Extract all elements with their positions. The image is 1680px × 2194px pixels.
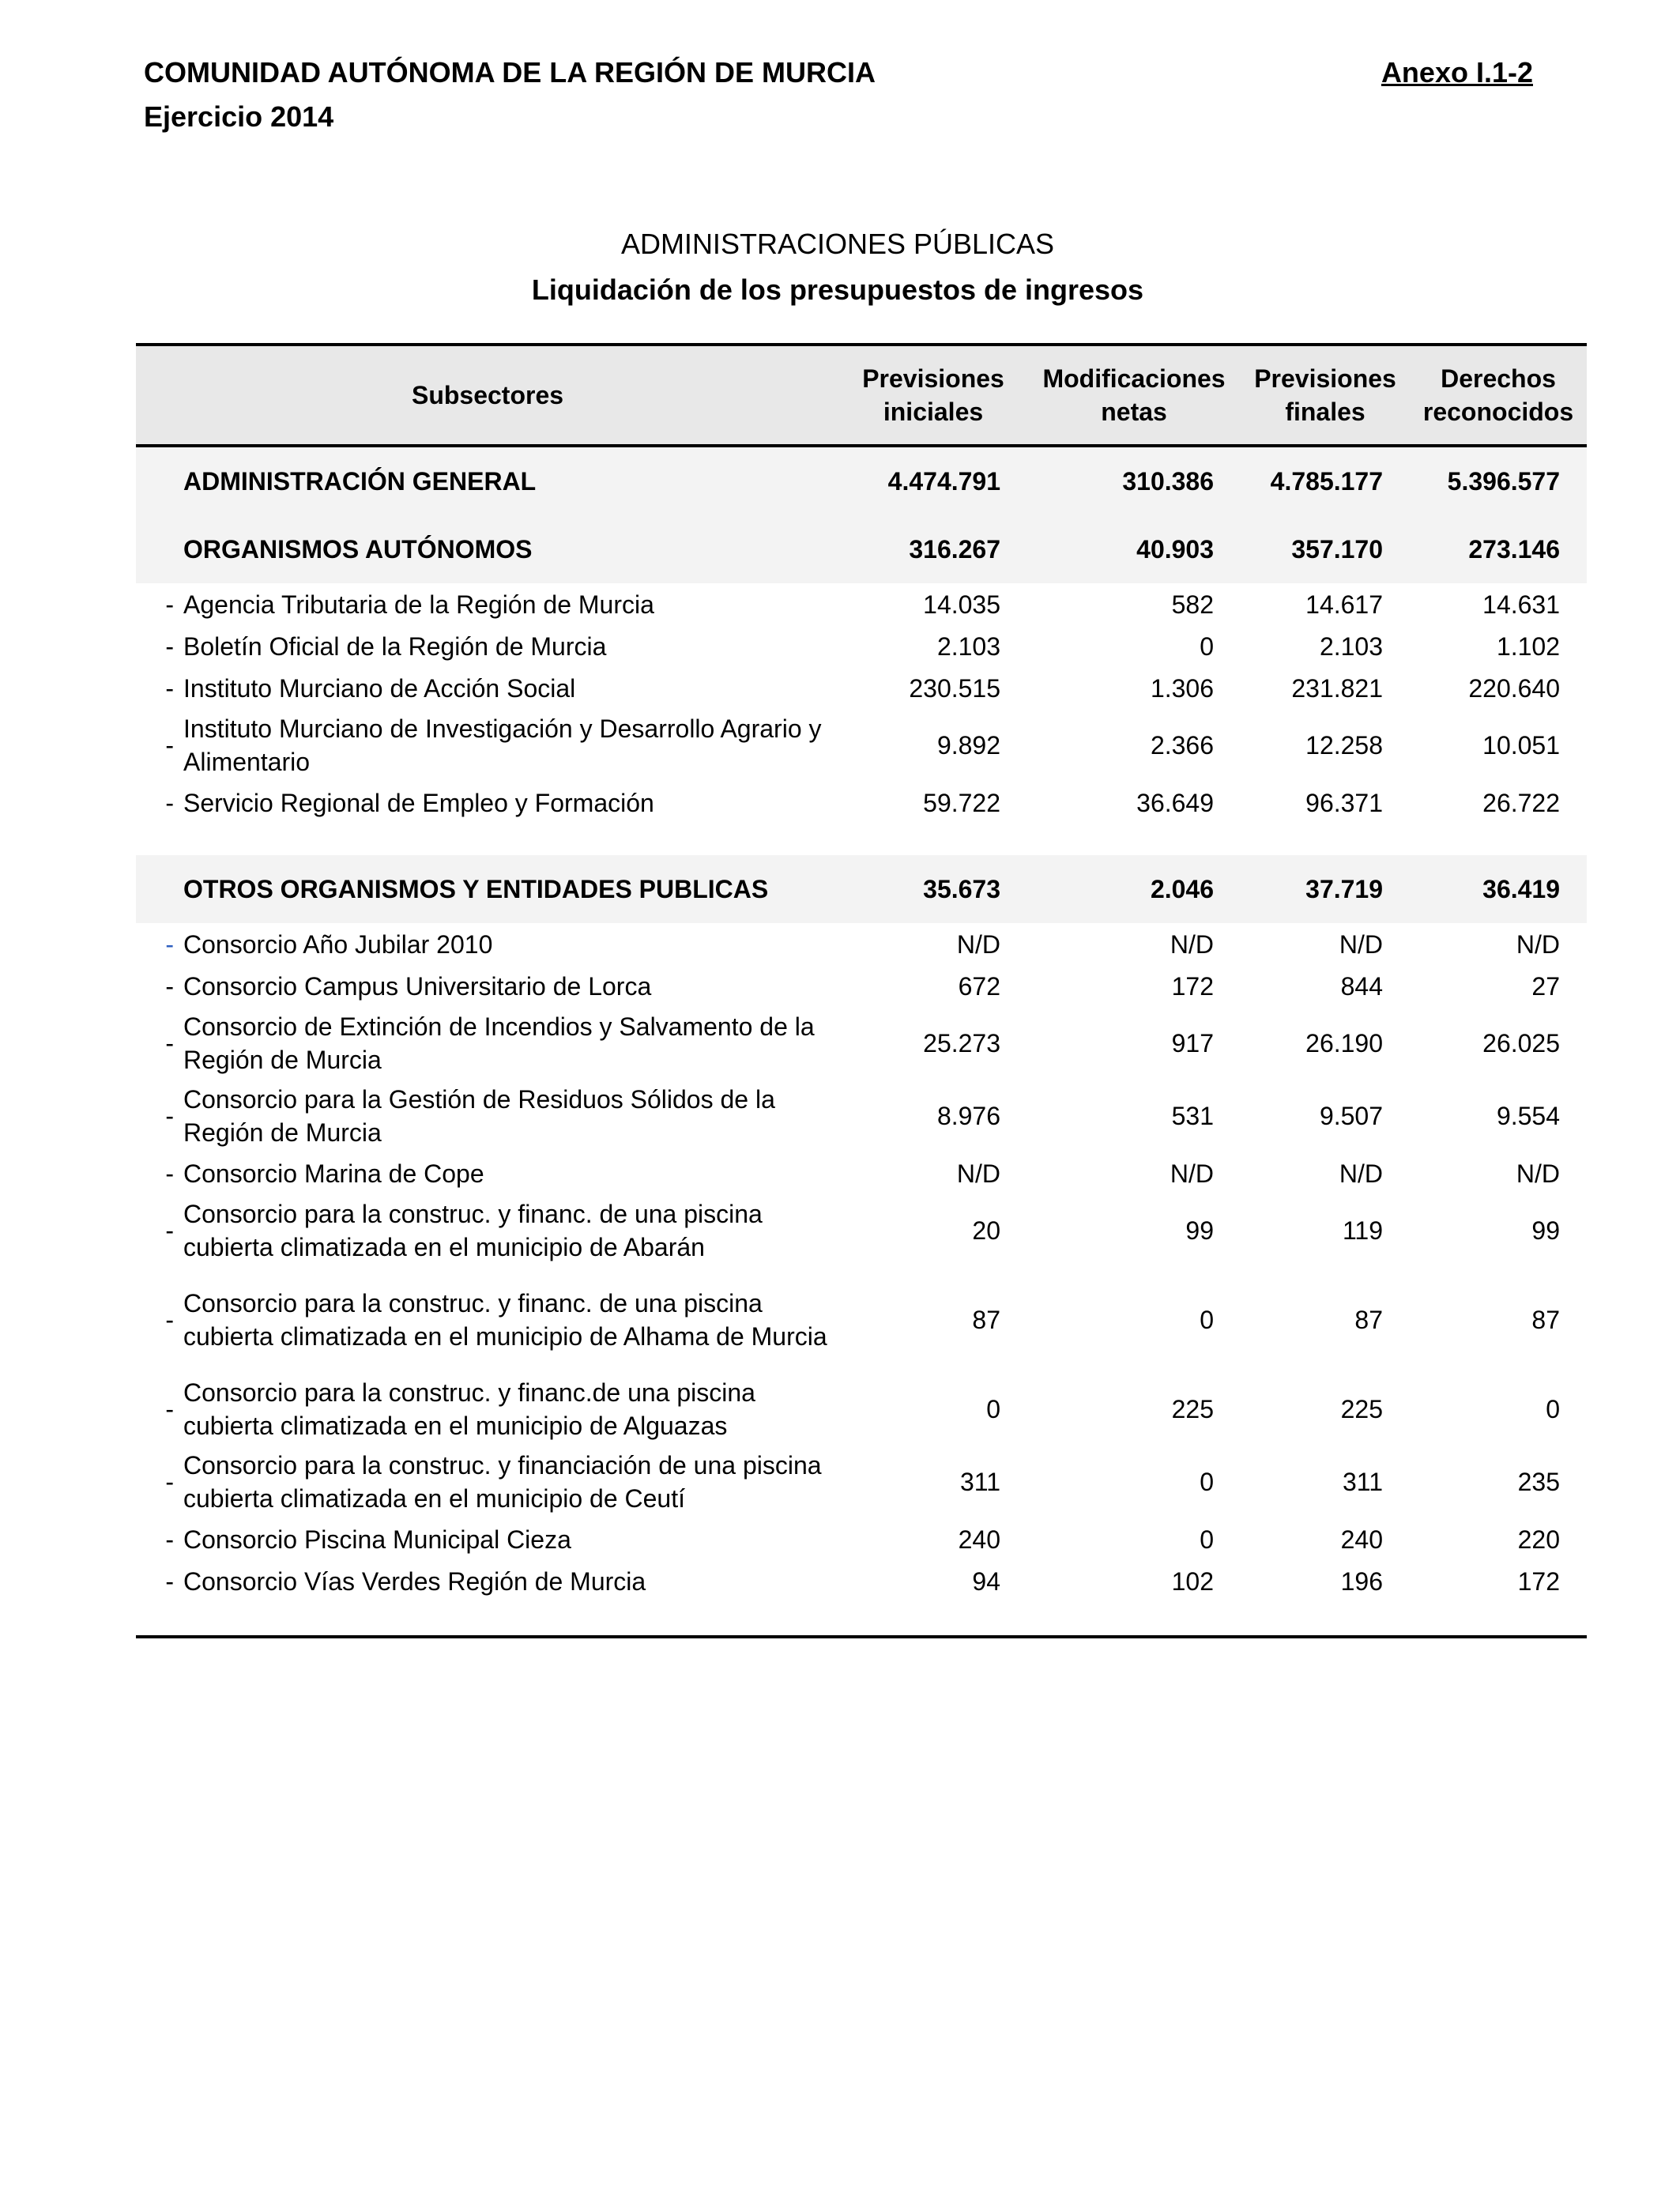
table-header-row (136, 345, 1587, 446)
bullet-dash: - (165, 731, 174, 760)
value-cell: N/D (1339, 929, 1384, 959)
value-cell: 119 (1343, 1216, 1384, 1245)
value-cell: 0 (986, 1395, 1001, 1423)
entity-name: Consorcio de Extinción de Incendios y Salvamento de la Región de Murcia (183, 1012, 815, 1074)
table-row (136, 1007, 1587, 1080)
value-cell: 9.554 (1496, 1102, 1561, 1130)
bullet-dash: - (165, 1159, 174, 1188)
entity-name: Consorcio para la construc. y financ. de una piscina cubierta climatizada en el municipio de Abarán (183, 1200, 763, 1261)
value-cell: 172 (1171, 971, 1215, 1001)
value-cell: 240 (958, 1525, 1001, 1554)
budget-table (136, 343, 1587, 1638)
table-row (136, 1080, 1587, 1152)
table-row (136, 625, 1587, 667)
value-cell: 87 (1354, 1306, 1384, 1334)
col-header-subsectores: Subsectores (136, 345, 839, 446)
table-row (136, 1518, 1587, 1560)
value-cell: 9.507 (1319, 1102, 1384, 1130)
value-cell: 0 (1200, 631, 1215, 661)
value-cell: 5.396.577 (1410, 446, 1587, 515)
value-cell: 316.267 (839, 515, 1027, 583)
value-cell: 1.102 (1496, 631, 1561, 661)
value-cell: 99 (1531, 1216, 1561, 1245)
section-row-admin-general (136, 446, 1587, 515)
value-cell: 235 (1517, 1468, 1561, 1496)
table-row (136, 667, 1587, 709)
col-header-derechos-reconocidos: Derechos reconocidos (1410, 345, 1587, 446)
value-cell: 102 (1171, 1566, 1215, 1596)
bullet-dash: - (165, 1395, 174, 1423)
bullet-dash: - (165, 631, 174, 661)
bullet-dash: - (165, 1525, 174, 1554)
table-row (136, 923, 1587, 965)
table-row (136, 1267, 1587, 1373)
value-cell: 2.046 (1027, 855, 1241, 923)
section-row-organismos (136, 515, 1587, 583)
value-cell: 94 (972, 1566, 1001, 1596)
value-cell: 87 (972, 1306, 1001, 1334)
value-cell: 196 (1340, 1566, 1384, 1596)
value-cell: N/D (1339, 1159, 1384, 1188)
table-row (136, 965, 1587, 1007)
entity-name: Consorcio Campus Universitario de Lorca (183, 971, 652, 1001)
value-cell: N/D (1170, 1159, 1215, 1188)
value-cell: 20 (972, 1216, 1001, 1245)
entity-name: Consorcio para la construc. y financiación de una piscina cubierta climatizada en el municipio de Ceutí (183, 1451, 822, 1513)
bullet-dash: - (165, 1102, 174, 1130)
value-cell: 357.170 (1241, 515, 1410, 583)
entity-name: Instituto Murciano de Acción Social (183, 673, 576, 703)
value-cell: 14.035 (923, 590, 1001, 619)
bullet-dash: - (165, 1029, 174, 1057)
value-cell: 0 (1546, 1395, 1561, 1423)
bullet-dash: - (165, 1216, 174, 1245)
table-row (136, 1373, 1587, 1446)
value-cell: N/D (1516, 1159, 1561, 1188)
value-cell: 40.903 (1027, 515, 1241, 583)
entity-name: Consorcio Vías Verdes Región de Murcia (183, 1566, 646, 1596)
value-cell: 2.366 (1150, 731, 1215, 760)
value-cell: 582 (1171, 590, 1215, 619)
entity-name: Instituto Murciano de Investigación y Desarrollo Agrario y Alimentario (183, 714, 822, 776)
value-cell: 310.386 (1027, 446, 1241, 515)
value-cell: 14.617 (1305, 590, 1384, 619)
bullet-dash: - (165, 788, 174, 817)
header-left (144, 51, 876, 139)
value-cell: 26.722 (1482, 788, 1561, 817)
fiscal-year: Ejercicio 2014 (144, 100, 334, 133)
section-row-otros (136, 855, 1587, 923)
bullet-dash: - (165, 1306, 174, 1334)
value-cell: N/D (1170, 929, 1215, 959)
value-cell: 87 (1531, 1306, 1561, 1334)
value-cell: 35.673 (839, 855, 1027, 923)
value-cell: 220 (1517, 1525, 1561, 1554)
value-cell: 225 (1340, 1395, 1384, 1423)
value-cell: 172 (1517, 1566, 1561, 1596)
bullet-dash: - (165, 1566, 174, 1596)
value-cell: N/D (956, 929, 1001, 959)
entity-name: Agencia Tributaria de la Región de Murcia (183, 590, 654, 619)
value-cell: 0 (1200, 1468, 1215, 1496)
entity-name: Consorcio para la Gestión de Residuos Sólidos de la Región de Murcia (183, 1085, 775, 1147)
value-cell: 36.649 (1136, 788, 1215, 817)
spacer-row (136, 824, 1587, 855)
entity-name: Boletín Oficial de la Región de Murcia (183, 631, 607, 661)
value-cell: 4.785.177 (1241, 446, 1410, 515)
annex-label: Anexo I.1-2 (1381, 56, 1533, 89)
value-cell: N/D (956, 1159, 1001, 1188)
value-cell: 230.515 (909, 673, 1001, 703)
value-cell: 844 (1340, 971, 1384, 1001)
table-row (136, 782, 1587, 824)
value-cell: 4.474.791 (839, 446, 1027, 515)
value-cell: 240 (1340, 1525, 1384, 1554)
value-cell: 2.103 (1319, 631, 1384, 661)
table-row (136, 1446, 1587, 1518)
value-cell: 0 (1200, 1525, 1215, 1554)
value-cell: 26.025 (1482, 1029, 1561, 1057)
value-cell: 59.722 (923, 788, 1001, 817)
value-cell: 311 (1343, 1468, 1384, 1496)
value-cell: 12.258 (1305, 731, 1384, 760)
value-cell: 96.371 (1305, 788, 1384, 817)
value-cell: 26.190 (1305, 1029, 1384, 1057)
value-cell: 917 (1171, 1029, 1215, 1057)
document-title (136, 221, 1539, 313)
value-cell: 8.976 (936, 1102, 1001, 1130)
entity-name: Consorcio Año Jubilar 2010 (183, 929, 493, 959)
value-cell: 37.719 (1241, 855, 1410, 923)
value-cell: 9.892 (936, 731, 1001, 760)
entity-name: Consorcio Piscina Municipal Cieza (183, 1525, 571, 1554)
table-row (136, 1194, 1587, 1267)
value-cell: 99 (1185, 1216, 1215, 1245)
table-row (136, 709, 1587, 782)
value-cell: 225 (1171, 1395, 1215, 1423)
title-line-2: Liquidación de los presupuestos de ingresos (531, 273, 1144, 306)
entity-name: Consorcio para la construc. y financ.de una piscina cubierta climatizada en el municipio de Alguazas (183, 1378, 755, 1440)
section-label: ORGANISMOS AUTÓNOMOS (136, 515, 839, 583)
col-header-modificaciones-netas: Modificaciones netas (1027, 345, 1241, 446)
value-cell: 531 (1171, 1102, 1215, 1130)
value-cell: 0 (1200, 1306, 1215, 1334)
value-cell: 231.821 (1291, 673, 1384, 703)
table-bottom-rule (136, 1602, 1587, 1637)
bullet-dash: - (165, 673, 174, 703)
bullet-dash: - (165, 590, 174, 619)
bullet-dash: - (165, 1468, 174, 1496)
value-cell: 14.631 (1482, 590, 1561, 619)
value-cell: 220.640 (1468, 673, 1561, 703)
value-cell: 311 (960, 1468, 1001, 1496)
value-cell: 2.103 (936, 631, 1001, 661)
region-title: COMUNIDAD AUTÓNOMA DE LA REGIÓN DE MURCIA (144, 56, 876, 89)
table-row (136, 1152, 1587, 1194)
col-header-previsiones-iniciales: Previsiones iniciales (839, 345, 1027, 446)
table-row (136, 1560, 1587, 1602)
value-cell: N/D (1516, 929, 1561, 959)
table-row (136, 583, 1587, 625)
value-cell: 273.146 (1410, 515, 1587, 583)
bullet-dash: - (165, 971, 174, 1001)
value-cell: 10.051 (1482, 731, 1561, 760)
entity-name: Consorcio Marina de Cope (183, 1159, 484, 1188)
value-cell: 672 (958, 971, 1001, 1001)
col-header-previsiones-finales: Previsiones finales (1241, 345, 1410, 446)
value-cell: 25.273 (923, 1029, 1001, 1057)
section-label: ADMINISTRACIÓN GENERAL (136, 446, 839, 515)
value-cell: 36.419 (1410, 855, 1587, 923)
title-line-1: ADMINISTRACIONES PÚBLICAS (620, 228, 1055, 260)
entity-name: Consorcio para la construc. y financ. de una piscina cubierta climatizada en el municipio de Alhama de Murcia (183, 1289, 827, 1351)
bullet-dash: - (165, 929, 174, 959)
value-cell: 1.306 (1150, 673, 1215, 703)
entity-name: Servicio Regional de Empleo y Formación (183, 788, 654, 817)
value-cell: 27 (1531, 971, 1561, 1001)
section-label: OTROS ORGANISMOS Y ENTIDADES PUBLICAS (136, 855, 839, 923)
